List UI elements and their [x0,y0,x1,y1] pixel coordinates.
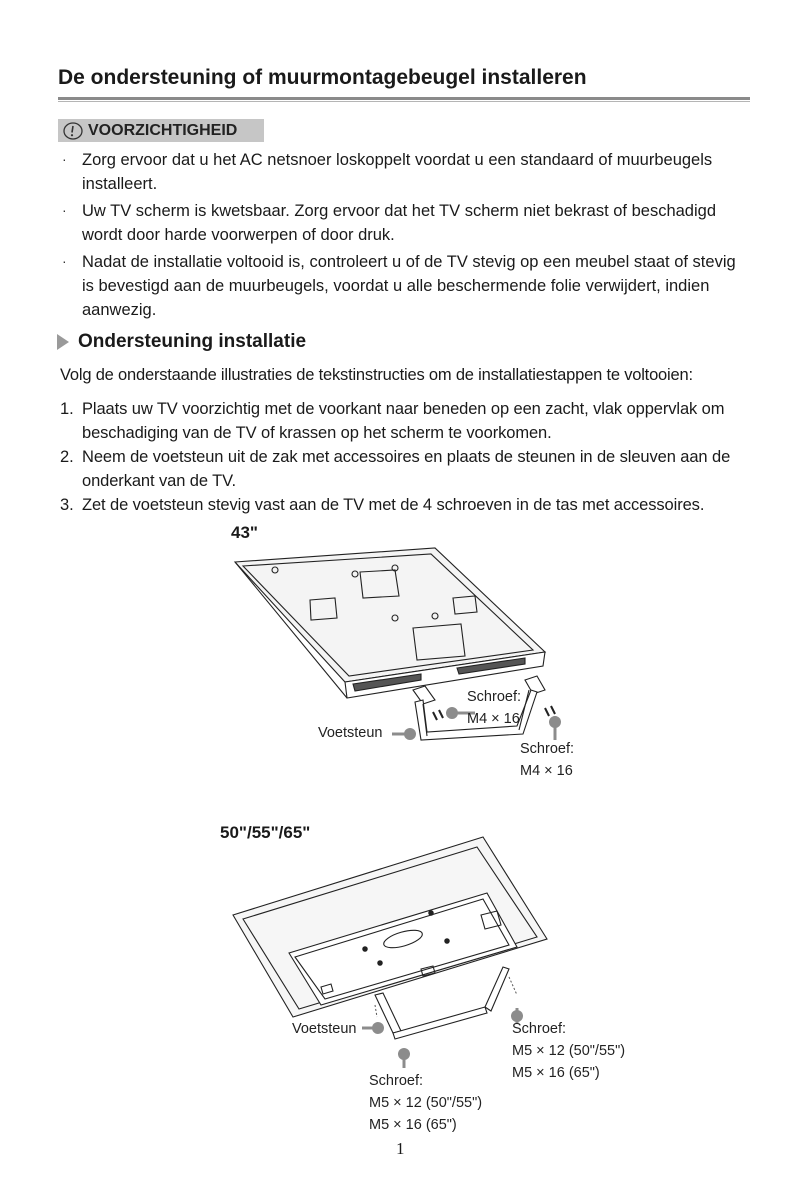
caution-heading [58,119,264,142]
triangle-arrow-icon [56,333,70,351]
caution-bullet: Nadat de installatie voltooid is, controleert u of de TV stevig op een meubel staat of stevig is bevestigd aan de muurbeugels, voordat u alle beschermende folie verwijdert, indien aanwezig. [82,253,736,319]
page-title: De ondersteuning of muurmontagebeugel installeren [58,66,587,89]
step-number: 3. [60,496,74,514]
callout-lines-50 [360,1000,530,1070]
step-text: Zet de voetsteun stevig vast aan de TV met de 4 schroeven in de tas met accessoires. [82,496,705,514]
step-number: 1. [60,400,74,418]
caution-bullet: Zorg ervoor dat u het AC netsnoer loskoppelt voordat u een standaard of muurbeugels installeert. [82,151,713,193]
screw-label-right-43: Schroef: M4 × 16 [520,741,574,779]
model-label-50-55-65: 50"/55"/65" [220,823,311,842]
caution-icon [62,121,84,141]
bullet-marker: · [62,151,67,167]
bullet-marker: · [62,253,67,269]
section-title: Ondersteuning installatie [78,331,307,352]
section-intro: Volg de onderstaande illustraties de tekstinstructies om de installatiestappen te voltooien: [60,366,693,384]
step-number: 2. [60,448,74,466]
model-label-43: 43" [231,523,258,542]
stand-label-43: Voetsteun [318,725,383,741]
screw-label-top-43: Schroef: M4 × 16 [467,689,521,727]
page-number: 1 [396,1139,405,1158]
bullet-marker: · [62,202,67,218]
step-text: Plaats uw TV voorzichtig met de voorkant naar beneden op een zacht, vlak oppervlak om beschadiging van de TV of krassen op het scherm te voorkomen. [82,400,725,442]
title-rule-thin [58,101,750,102]
caution-label: VOORZICHTIGHEID [88,121,238,139]
screw-label-right-50: Schroef: M5 × 12 (50"/55") M5 × 16 (65") [512,1021,626,1081]
stand-label-50: Voetsteun [292,1021,357,1037]
title-rule [58,97,750,100]
section-heading [56,331,306,353]
caution-bullet: Uw TV scherm is kwetsbaar. Zorg ervoor dat het TV scherm niet bekrast of beschadigd wordt door harde voorwerpen of door druk. [82,202,717,244]
step-text: Neem de voetsteun uit de zak met accessoires en plaats de steunen in de sleuven aan de onderkant van de TV. [82,448,731,490]
screw-label-bottom-50: Schroef: M5 × 12 (50"/55") M5 × 16 (65") [369,1073,483,1133]
